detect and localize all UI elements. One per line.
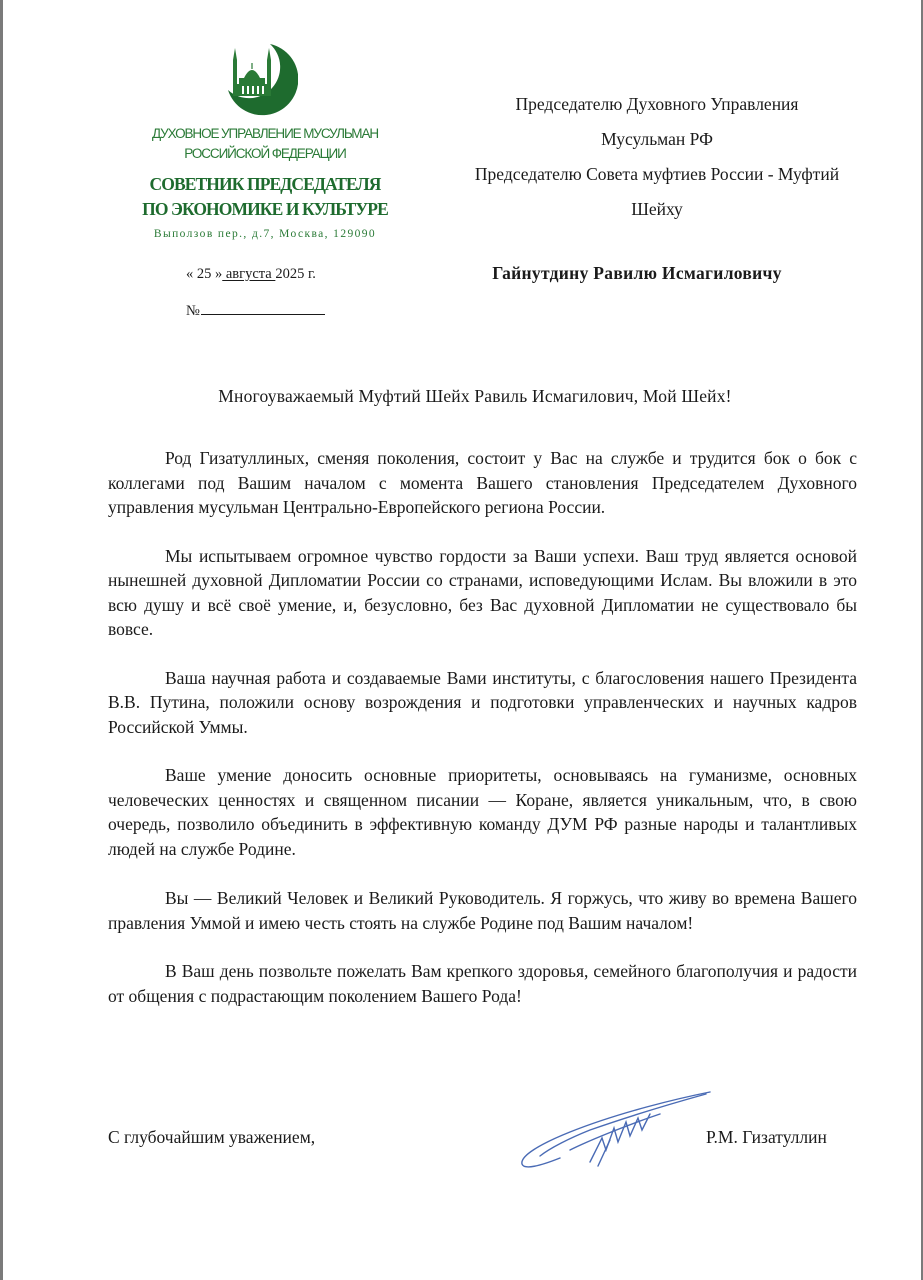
body-paragraph: Ваше умение доносить основные приоритеты, основываясь на гуманизме, основных человеческих ценностях и священном писании — Коране, является уникальным, что, в свою очередь, позволило объединить в эффективную команду ДУМ РФ разные народы и талантливых людей на службе Родине. <box>108 765 857 859</box>
letter-date <box>186 266 316 283</box>
organization-name-line1: ДУХОВНОЕ УПРАВЛЕНИЕ МУСУЛЬМАН <box>151 126 379 141</box>
position-title-line1: СОВЕТНИК ПРЕДСЕДАТЕЛЯ <box>149 174 381 194</box>
salutation: Многоуважаемый Муфтий Шейх Равиль Исмагилович, Мой Шейх! <box>218 386 732 406</box>
signer-name: Р.М. Гизатуллин <box>706 1127 827 1147</box>
body-paragraph: Мы испытываем огромное чувство гордости за Ваши успехи. Ваш труд является основой нынешней духовной Дипломатии России со странами, исповедующими Ислам. Вы вложили в это всю душу и всё своё умение, и, безусловно, без Вас духовной Дипломатии не существовало бы вовсе. <box>108 545 857 639</box>
closing-phrase: С глубочайшим уважением, <box>108 1127 316 1147</box>
page-edge-left <box>0 0 3 1280</box>
date-month: августа <box>222 266 276 282</box>
date-year: 2025 г. <box>275 266 316 282</box>
body-paragraph: В Ваш день позвольте пожелать Вам крепкого здоровья, семейного благополучия и радости от общения с подрастающим поколением Вашего Рода! <box>108 961 857 1006</box>
addressee-line: Председателю Духовного Управления <box>515 94 799 114</box>
handwritten-signature-icon <box>510 1080 730 1180</box>
date-day: « 25 » <box>186 266 223 282</box>
organization-name-line2: РОССИЙСКОЙ ФЕДЕРАЦИИ <box>184 146 346 161</box>
position-title-line2: ПО ЭКОНОМИКЕ И КУЛЬТУРЕ <box>142 199 388 219</box>
number-blank-field <box>201 301 325 315</box>
addressee-line: Председателю Совета муфтиев России - Муфтий <box>474 164 840 184</box>
body-paragraph: Род Гизатуллиных, сменяя поколения, состоит у Вас на службе и трудится бок о бок с коллегами под Вашим началом с момента Вашего становления Председателем Духовного управления мусульман Центрально-Европейского региона России. <box>108 448 857 517</box>
addressee-line: Шейху <box>631 199 683 219</box>
mosque-crescent-icon <box>218 38 298 118</box>
body-paragraph: Вы — Великий Человек и Великий Руководитель. Я горжусь, что живу во времена Вашего правления Уммой и имею честь стоять на службе Родине под Вашим началом! <box>108 888 857 933</box>
number-label: № <box>186 303 200 319</box>
addressee-block <box>412 87 902 227</box>
addressee-name: Гайнутдину Равилю Исмагиловичу <box>492 263 782 283</box>
letterhead-address: Выползов пер., д.7, Москва, 129090 <box>153 228 377 240</box>
addressee-line: Мусульман РФ <box>601 129 713 149</box>
letter-number <box>186 301 325 320</box>
letter-body <box>108 446 857 1033</box>
organization-name <box>110 124 420 164</box>
body-paragraph: Ваша научная работа и создаваемые Вами институты, с благословения нашего Президента В.В. Путина, положили основу возрождения и подготовки управленческих и научных кадров Российской Уммы. <box>108 667 857 737</box>
position-title <box>110 172 420 222</box>
